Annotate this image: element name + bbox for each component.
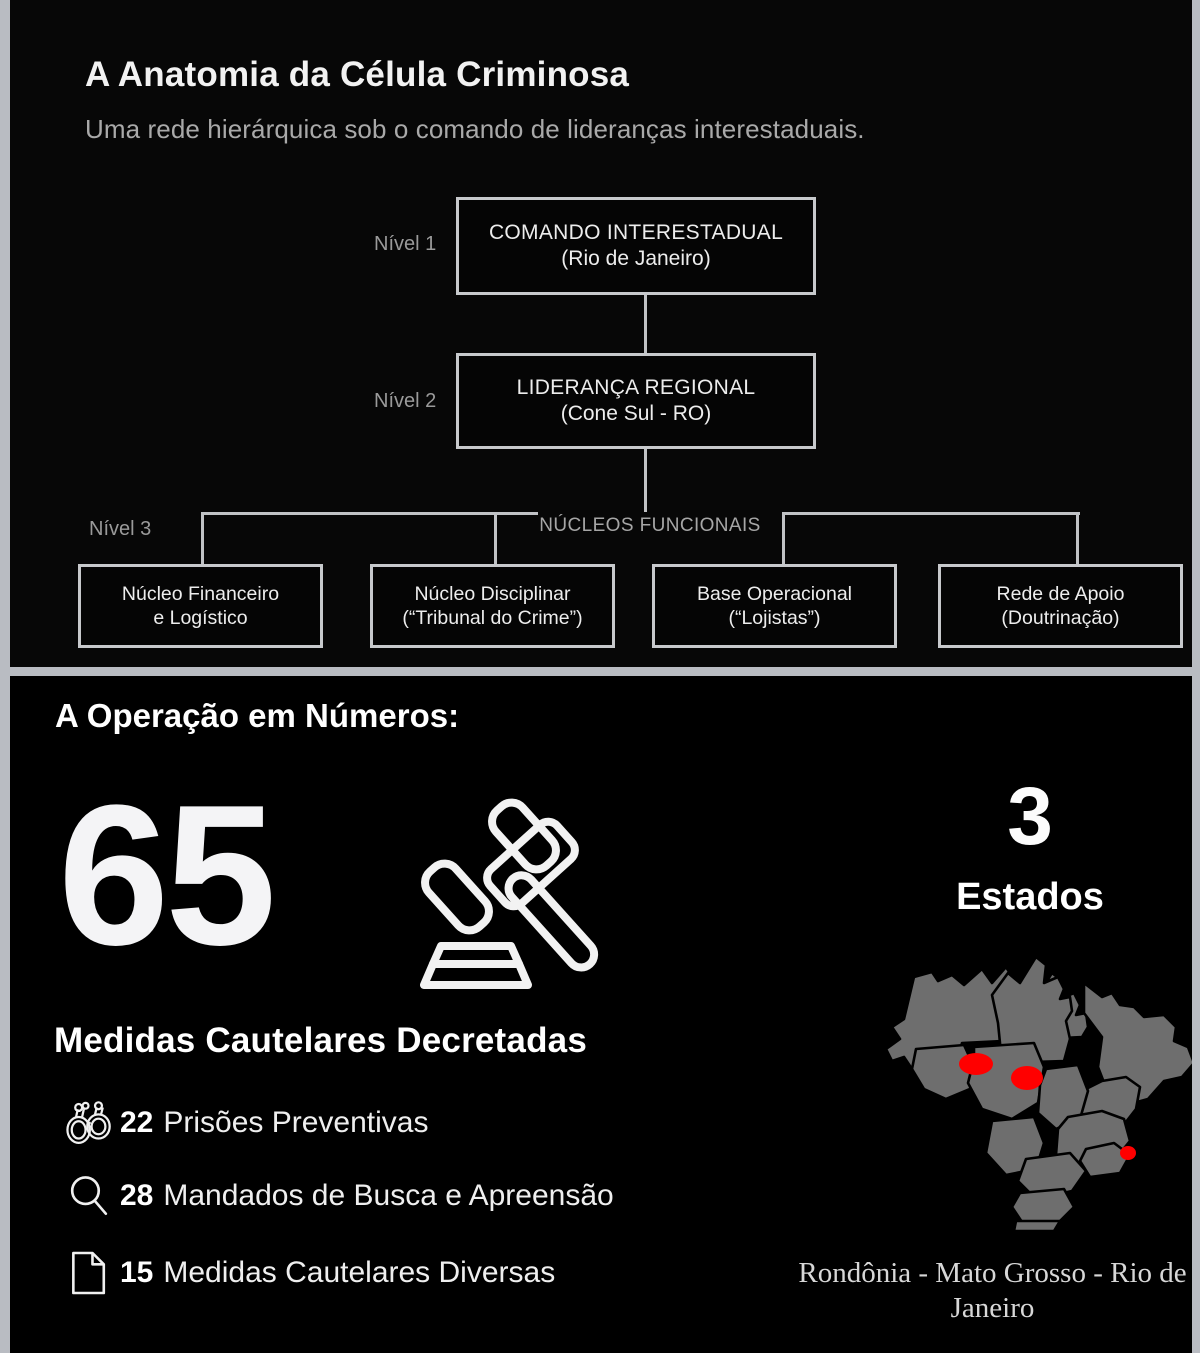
- node-line-2: (Cone Sul - RO): [560, 402, 712, 425]
- handcuffs-icon: [58, 1096, 120, 1150]
- org-chart: [10, 0, 1192, 667]
- connector-horizontal-right: [783, 512, 1080, 515]
- nucleos-funcionais-label: NÚCLEOS FUNCIONAIS: [539, 515, 761, 536]
- panel-divider: [0, 667, 1200, 676]
- node-base-operacional: [652, 564, 897, 648]
- node-line-1: Núcleo Disciplinar: [414, 582, 571, 605]
- level-1-label: Nível 1: [374, 233, 437, 255]
- numbers-panel: [10, 676, 1192, 1353]
- connector-horizontal-left: [201, 512, 538, 515]
- connector-drop-2: [494, 512, 497, 564]
- stat-medidas-diversas: [58, 1246, 555, 1300]
- node-comando-interestadual: [456, 197, 816, 295]
- node-line-1: Núcleo Financeiro: [121, 582, 280, 605]
- page-title: A Anatomia da Célula Criminosa: [85, 55, 630, 94]
- magnifier-icon: [58, 1169, 120, 1223]
- node-line-2: e Logístico: [153, 607, 248, 629]
- level-2-label: Nível 2: [374, 390, 437, 412]
- node-line-1: Rede de Apoio: [996, 582, 1125, 605]
- stat-label: Medidas Cautelares Diversas: [163, 1256, 556, 1289]
- page-subtitle: Uma rede hierárquica sob o comando de lideranças interestaduais.: [85, 114, 865, 144]
- node-line-2: (“Lojistas”): [728, 607, 821, 629]
- connector-drop-3: [782, 512, 785, 564]
- states-count: 3: [1007, 771, 1053, 862]
- frame-edge-right: [1192, 0, 1200, 675]
- node-line-1: COMANDO INTERESTADUAL: [488, 220, 784, 244]
- states-caption: Rondônia - Mato Grosso - Rio de Janeiro: [798, 1257, 1187, 1325]
- brazil-map: [870, 931, 1192, 1231]
- connector-level2-to-level3: [644, 449, 647, 512]
- connector-drop-4: [1076, 512, 1079, 564]
- document-icon: [58, 1246, 120, 1300]
- stat-mandados-busca: [58, 1169, 614, 1223]
- node-rede-de-apoio: [938, 564, 1183, 648]
- stat-prisoes-preventivas: [58, 1096, 428, 1150]
- stat-value: 15: [120, 1256, 154, 1289]
- node-nucleo-financeiro: [78, 564, 323, 648]
- stat-label: Prisões Preventivas: [163, 1106, 429, 1139]
- node-nucleo-disciplinar: [370, 564, 615, 648]
- level-3-label: Nível 3: [89, 518, 152, 540]
- frame-edge-left-bottom: [0, 676, 10, 1353]
- gavel-icon: [410, 794, 640, 994]
- states-label: Estados: [956, 876, 1104, 918]
- stat-label: Mandados de Busca e Apreensão: [163, 1179, 614, 1212]
- node-line-2: (Doutrinação): [1001, 607, 1120, 629]
- numbers-heading: A Operação em Números:: [55, 697, 460, 734]
- node-line-1: LIDERANÇA REGIONAL: [516, 375, 756, 399]
- frame-edge-right-bottom: [1192, 676, 1200, 1353]
- stat-value: 22: [120, 1106, 154, 1139]
- big-number-65: 65: [58, 764, 273, 987]
- node-lideranca-regional: [456, 353, 816, 449]
- stat-value: 28: [120, 1179, 154, 1212]
- connector-level1-to-level2: [644, 295, 647, 353]
- anatomy-panel: [10, 0, 1192, 667]
- node-line-2: (“Tribunal do Crime”): [402, 607, 583, 629]
- node-line-2: (Rio de Janeiro): [561, 247, 711, 270]
- connector-drop-1: [201, 512, 204, 564]
- big-number-label: Medidas Cautelares Decretadas: [54, 1021, 587, 1060]
- frame-edge-left: [0, 0, 10, 675]
- node-line-1: Base Operacional: [696, 582, 852, 605]
